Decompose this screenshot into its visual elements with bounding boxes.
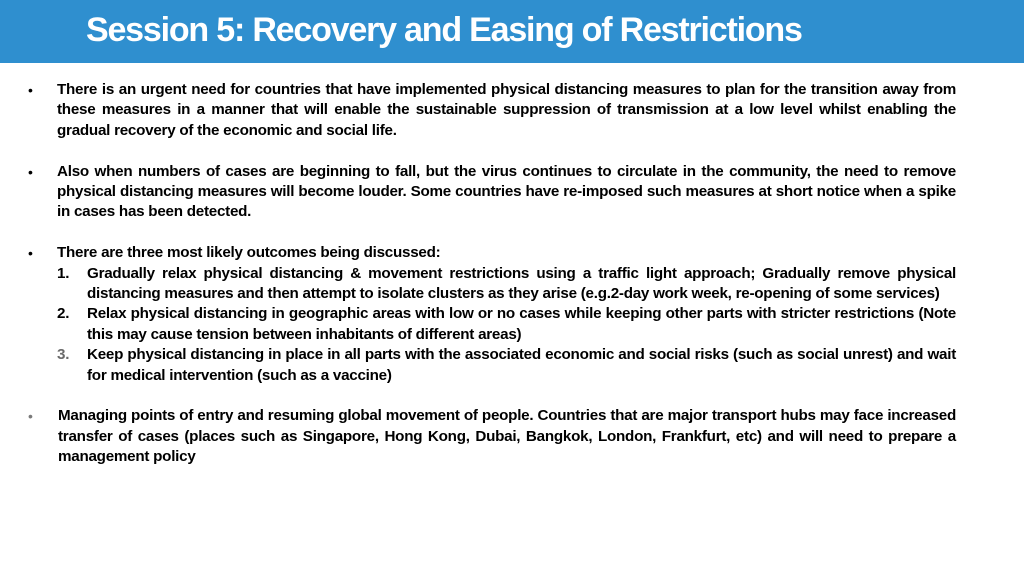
outcome-item-3	[57, 345, 956, 386]
outcome-number: 2.	[57, 305, 70, 323]
slide-title: Session 5: Recovery and Easing of Restrictions	[86, 11, 802, 49]
bullet-item-cases-falling	[28, 162, 956, 223]
outcomes-list	[57, 264, 956, 386]
outcome-text: Relax physical distancing in geographic areas with low or no cases while keeping other parts with stricter restrictions (Note this may cause tension between inhabitants of different areas)	[87, 305, 956, 343]
title-bar	[0, 0, 1024, 63]
outcome-item-1	[57, 264, 956, 305]
outcome-text: Gradually relax physical distancing & movement restrictions using a traffic light approach; Gradually remove physical distancing measures and then attempt to isolate clusters as they arise (e.g.2-day work week, re-opening of some services)	[87, 264, 956, 303]
bullet-item-outcomes	[28, 243, 956, 386]
outcome-item-2	[57, 304, 956, 345]
outcome-number: 1.	[57, 264, 70, 282]
spacer	[28, 141, 956, 161]
outcome-number: 3.	[57, 346, 70, 364]
bullet-item-transition	[28, 80, 956, 141]
bullet-text: Also when numbers of cases are beginning to fall, but the virus continues to circulate in the community, the need to remove physical distancing measures will become louder. Some countries have re-imposed such measures at short notice when a spike in cases has been detected.	[57, 162, 956, 221]
outcome-text: Keep physical distancing in place in all parts with the associated economic and social risks (such as social unrest) and wait for medical intervention (such as a vaccine)	[87, 346, 956, 384]
bullet-text: There are three most likely outcomes being discussed:	[57, 244, 441, 262]
bullet-icon: •	[28, 245, 33, 262]
spacer	[28, 223, 956, 243]
bullet-icon: •	[28, 82, 33, 98]
bullet-text: Managing points of entry and resuming global movement of people. Countries that are major transport hubs may face increased transfer of cases (places such as Singapore, Hong Kong, Dubai, Bangkok, London, Frankfurt, etc) and will need to prepare a management policy	[58, 407, 956, 466]
bullet-item-points-of-entry	[28, 406, 956, 467]
spacer	[28, 386, 956, 406]
slide-body	[28, 80, 956, 468]
bullet-icon: •	[28, 408, 33, 425]
bullet-text: There is an urgent need for countries that have implemented physical distancing measures to plan for the transition away from these measures in a manner that will enable the sustainable suppression of transmission at a low level whilst enabling the gradual recovery of the economic and social life.	[57, 81, 956, 139]
bullet-icon: •	[28, 163, 33, 180]
